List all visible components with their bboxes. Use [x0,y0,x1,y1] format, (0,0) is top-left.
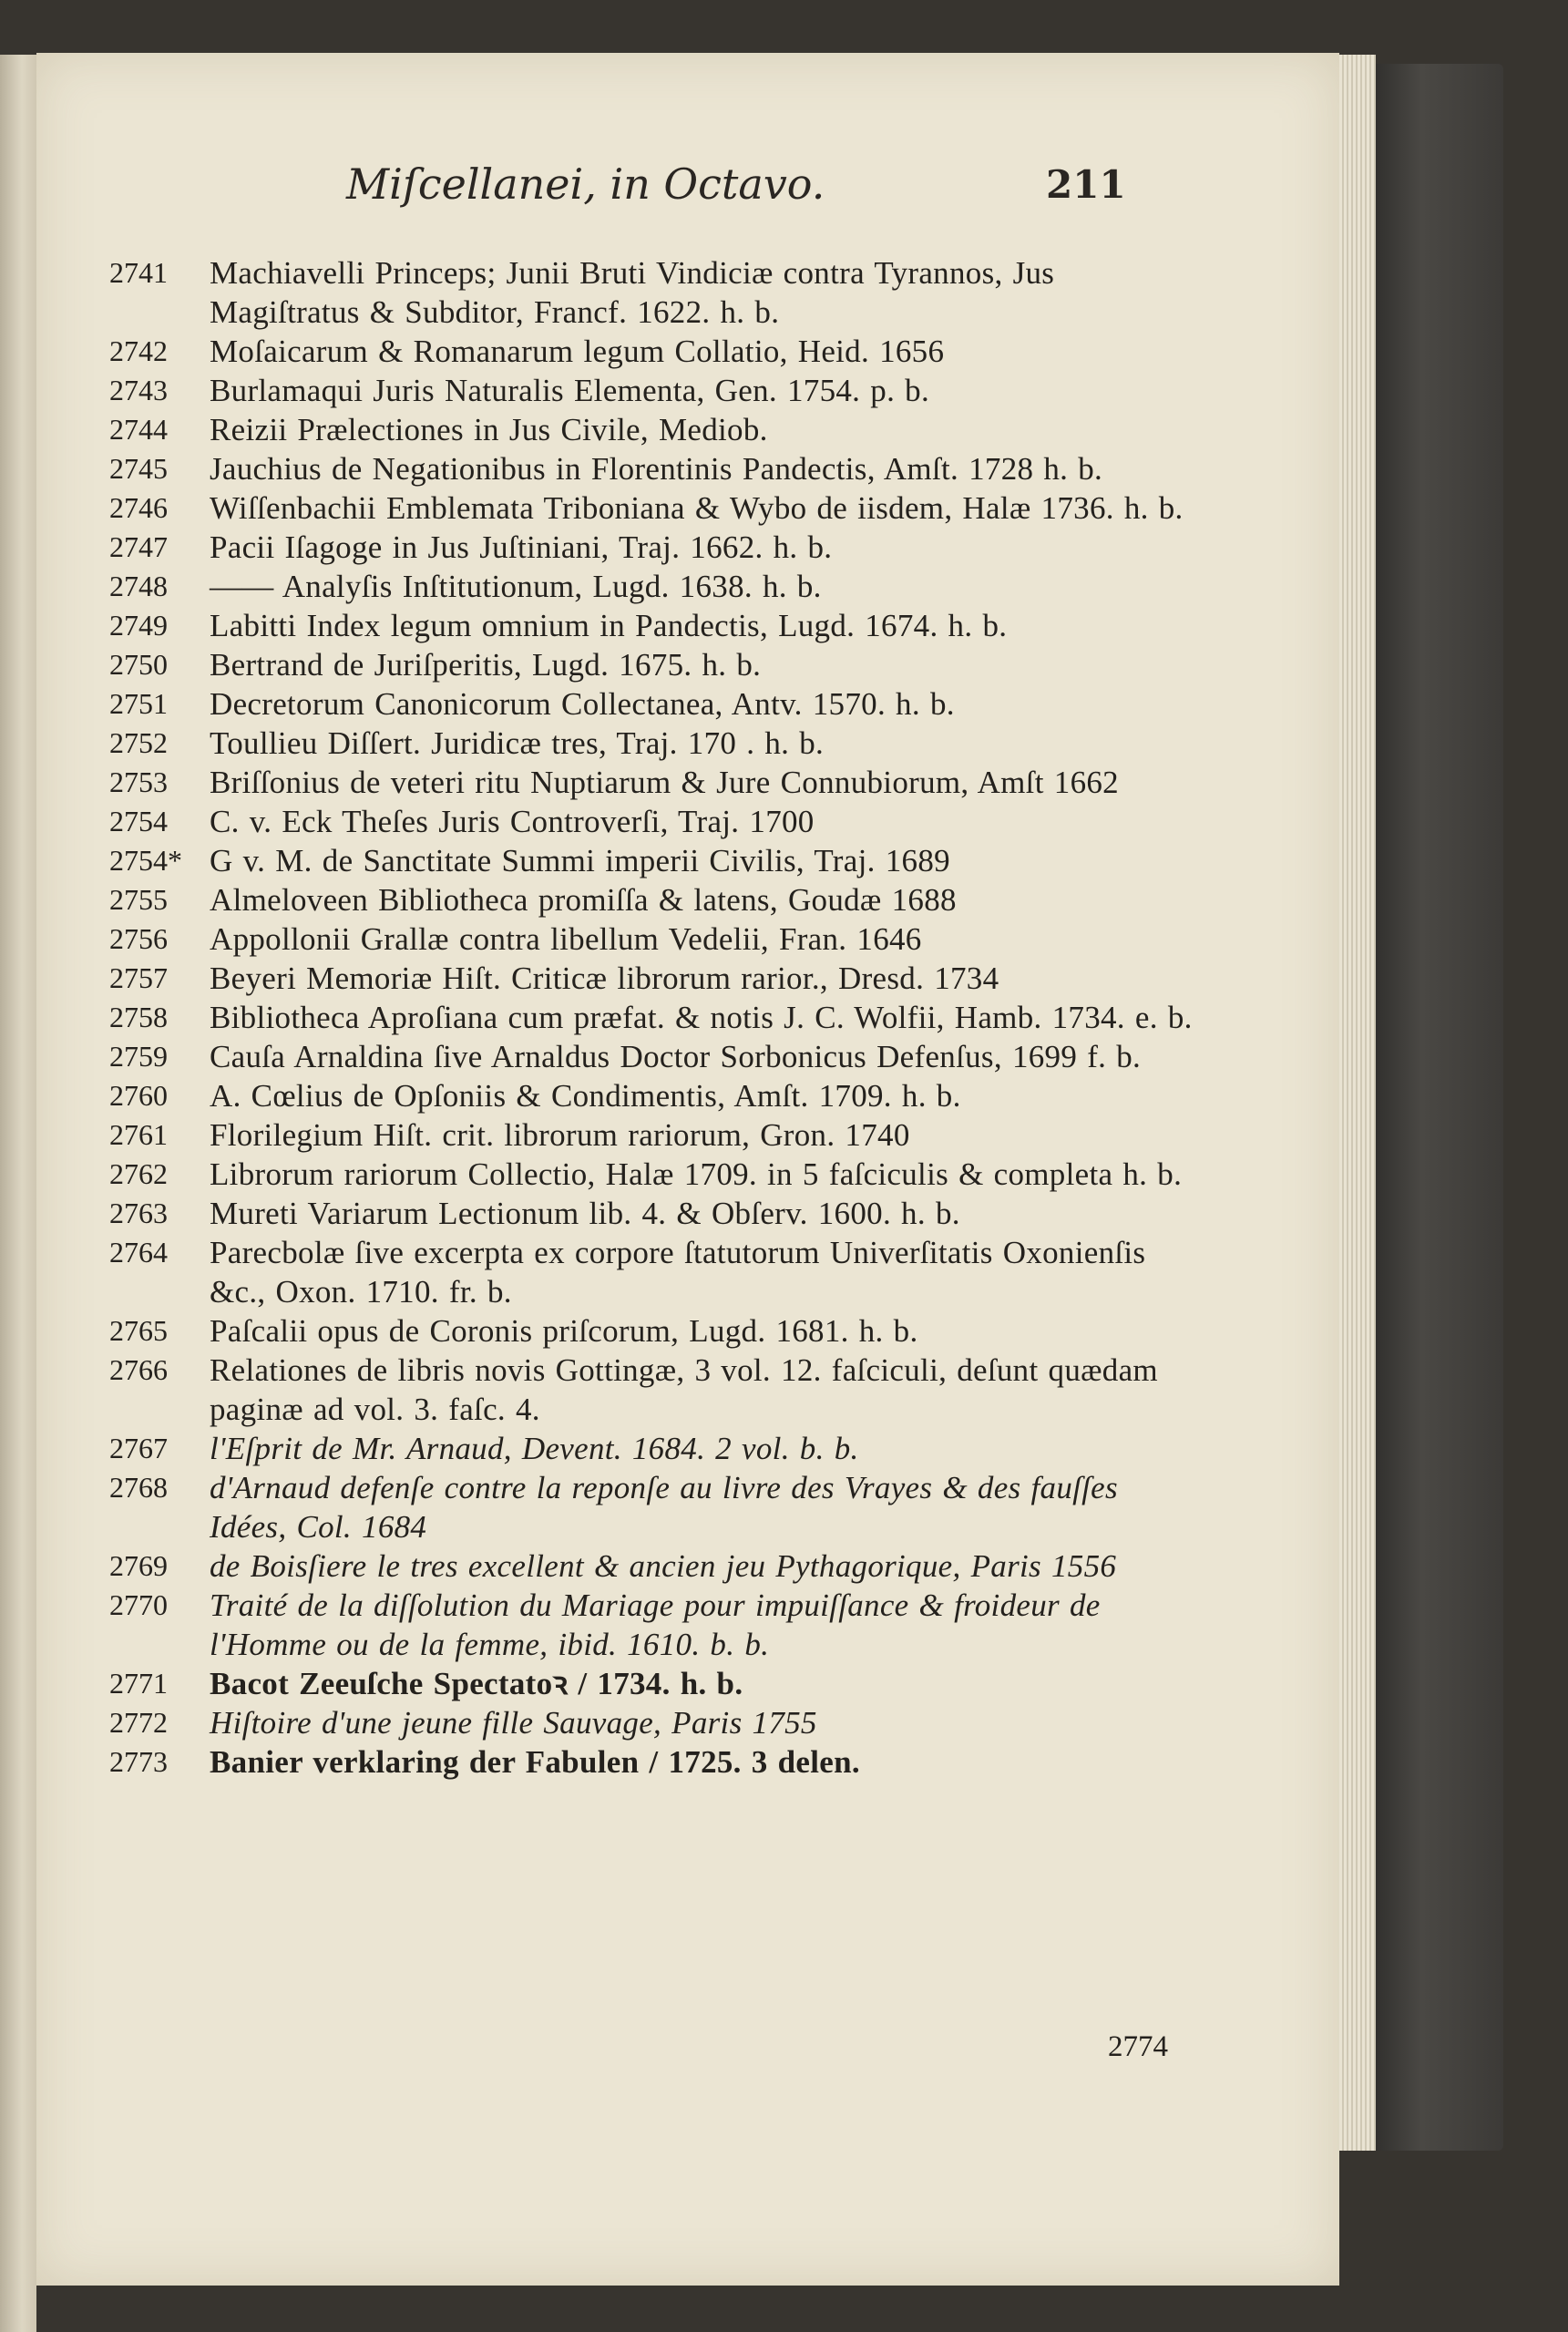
entry-text: C. v. Eck Theſes Juris Controverſi, Traj. 1700 [210,804,815,839]
catalogue-entry [109,1546,1194,1586]
entry-text: Bibliotheca Aproſiana cum præfat. & notis J. C. Wolfii, Hamb. 1734. e. b. [210,1000,1193,1035]
entry-number: 2763 [109,1197,168,1229]
entry-text: Almeloveen Bibliotheca promiſſa & latens, Goudæ 1688 [210,882,957,918]
entry-text: Parecbolæ ſive excerpta ex corpore ſtatutorum Univerſitatis Oxonienſis &c., Oxon. 1710. fr. b. [210,1235,1146,1310]
catalogue-entry [109,1742,1194,1782]
entry-number: 2744 [109,413,168,446]
entry-text: Burlamaqui Juris Naturalis Elementa, Gen. 1754. p. b. [210,373,930,408]
entry-text: Bacot Zeeuſche Spectatoꝛ / 1734. h. b. [210,1666,743,1701]
catalogue-entry [109,1194,1194,1233]
entry-text: Beyeri Memoriæ Hiſt. Criticæ librorum rarior., Dresd. 1734 [210,961,999,996]
entry-text: l'Eſprit de Mr. Arnaud, Devent. 1684. 2 vol. b. b. [210,1431,859,1466]
entry-number: 2767 [109,1432,168,1464]
entry-number: 2770 [109,1588,168,1621]
catalogue-entry [109,763,1194,802]
catalogue-entry [109,1468,1194,1546]
entry-text: Toullieu Diſſert. Juridicæ tres, Traj. 170 . h. b. [210,725,825,761]
catalogue-entry [109,1586,1194,1664]
catalogue-entry [109,998,1194,1037]
page-number: 211 [1046,162,1126,207]
catalogue-entry [109,1076,1194,1115]
entry-number: 2761 [109,1118,168,1151]
entry-text: Bertrand de Juriſperitis, Lugd. 1675. h. b. [210,647,762,683]
entry-number: 2773 [109,1745,168,1778]
entry-number: 2769 [109,1549,168,1582]
catalogue-entry [109,410,1194,449]
catalogue-entry [109,959,1194,998]
entry-number: 2756 [109,922,168,955]
entry-number: 2750 [109,648,168,681]
catalogue-entry [109,1429,1194,1468]
catalogue-entry [109,1155,1194,1194]
entry-text: Banier verklaring der Fabulen / 1725. 3 delen. [210,1744,860,1780]
catalogue-entry [109,684,1194,724]
entry-number: 2751 [109,687,168,720]
entry-text: Labitti Index legum omnium in Pandectis, Lugd. 1674. h. b. [210,608,1008,643]
entry-text: Traité de la diſſolution du Mariage pour impuiſſance & froideur de l'Homme ou de la femme, ibid. 1610. b. b. [210,1587,1101,1662]
catalogue-entries [109,253,1194,1782]
entry-number: 2765 [109,1314,168,1347]
catalogue-entry [109,1351,1194,1429]
entry-text: Briſſonius de veteri ritu Nuptiarum & Jure Connubiorum, Amſt 1662 [210,765,1119,800]
entry-number: 2758 [109,1001,168,1033]
catalogue-entry [109,919,1194,959]
catalogue-entry [109,488,1194,528]
entry-text: d'Arnaud defenſe contre la reponſe au livre des Vrayes & des fauſſes Idées, Col. 1684 [210,1470,1118,1545]
catalogue-entry [109,1311,1194,1351]
entry-number: 2742 [109,334,168,367]
catalogue-entry [109,253,1194,332]
entry-text: Jauchius de Negationibus in Florentinis Pandectis, Amſt. 1728 h. b. [210,451,1103,487]
entry-number: 2741 [109,256,168,289]
entry-text: Relationes de libris novis Gottingæ, 3 vol. 12. faſciculi, deſunt quædam paginæ ad vol. 3. faſc. 4. [210,1352,1158,1427]
entry-text: Pacii Iſagoge in Jus Juſtiniani, Traj. 1662. h. b. [210,529,833,565]
entry-text: Wiſſenbachii Emblemata Triboniana & Wybo de iisdem, Halæ 1736. h. b. [210,490,1184,526]
catalogue-entry [109,645,1194,684]
entry-text: Cauſa Arnaldina ſive Arnaldus Doctor Sorbonicus Defenſus, 1699 f. b. [210,1039,1142,1074]
catalogue-entry [109,1037,1194,1076]
catalogue-entry [109,1233,1194,1311]
entry-number: 2762 [109,1157,168,1190]
entry-number: 2749 [109,609,168,642]
entry-number: 2746 [109,491,168,524]
entry-text: de Boisſiere le tres excellent & ancien jeu Pythagorique, Paris 1556 [210,1548,1117,1584]
left-page-edge [0,55,36,2332]
entry-text: Reizii Prælectiones in Jus Civile, Mediob. [210,412,768,447]
entry-text: Moſaicarum & Romanarum legum Collatio, Heid. 1656 [210,334,945,369]
running-header: Miſcellanei, in Octavo. [346,159,825,209]
entry-number: 2752 [109,726,168,759]
catalogue-entry [109,371,1194,410]
entry-text: Librorum rariorum Collectio, Halæ 1709. in 5 faſciculis & completa h. b. [210,1156,1183,1192]
catalogue-entry [109,449,1194,488]
catchword: 2774 [1108,2030,1168,2063]
catalogue-entry [109,606,1194,645]
entry-text: Machiavelli Princeps; Junii Bruti Vindiciæ contra Tyrannos, Jus Magiſtratus & Subditor, Francf. 1622. h. b. [210,255,1055,330]
entry-number: 2754 [109,805,168,837]
entry-text: Florilegium Hiſt. crit. librorum rariorum, Gron. 1740 [210,1117,910,1153]
entry-number: 2766 [109,1353,168,1386]
entry-number: 2764 [109,1236,168,1269]
entry-number: 2757 [109,961,168,994]
entry-number: 2768 [109,1471,168,1504]
catalogue-entry [109,332,1194,371]
entry-text: Appollonii Grallæ contra libellum Vedelii, Fran. 1646 [210,921,922,957]
entry-number: 2755 [109,883,168,916]
entry-text: Mureti Variarum Lectionum lib. 4. & Obſerv. 1600. h. b. [210,1196,960,1231]
entry-number: 2743 [109,374,168,406]
entry-text: —— Analyſis Inſtitutionum, Lugd. 1638. h. b. [210,569,822,604]
entry-text: A. Cœlius de Opſoniis & Condimentis, Amſt. 1709. h. b. [210,1078,961,1114]
entry-number: 2772 [109,1706,168,1739]
entry-number: 2771 [109,1667,168,1700]
entry-number: 2759 [109,1040,168,1073]
entry-number: 2747 [109,530,168,563]
entry-number: 2745 [109,452,168,485]
entry-text: Hiſtoire d'une jeune fille Sauvage, Paris 1755 [210,1705,817,1741]
book-cover [1367,64,1503,2151]
entry-text: Paſcalii opus de Coronis priſcorum, Lugd. 1681. h. b. [210,1313,918,1349]
catalogue-entry [109,1703,1194,1742]
entry-number: 2760 [109,1079,168,1112]
catalogue-entry [109,841,1194,880]
entry-text: Decretorum Canonicorum Collectanea, Antv. 1570. h. b. [210,686,955,722]
entry-number: 2753 [109,765,168,798]
catalogue-entry [109,567,1194,606]
entry-number: 2748 [109,570,168,602]
catalogue-entry [109,724,1194,763]
catalogue-entry [109,528,1194,567]
catalogue-entry [109,880,1194,919]
entry-text: G v. M. de Sanctitate Summi imperii Civilis, Traj. 1689 [210,843,950,878]
catalogue-entry [109,1115,1194,1155]
catalogue-entry [109,802,1194,841]
entry-number: 2754* [109,844,182,877]
catalogue-entry [109,1664,1194,1703]
